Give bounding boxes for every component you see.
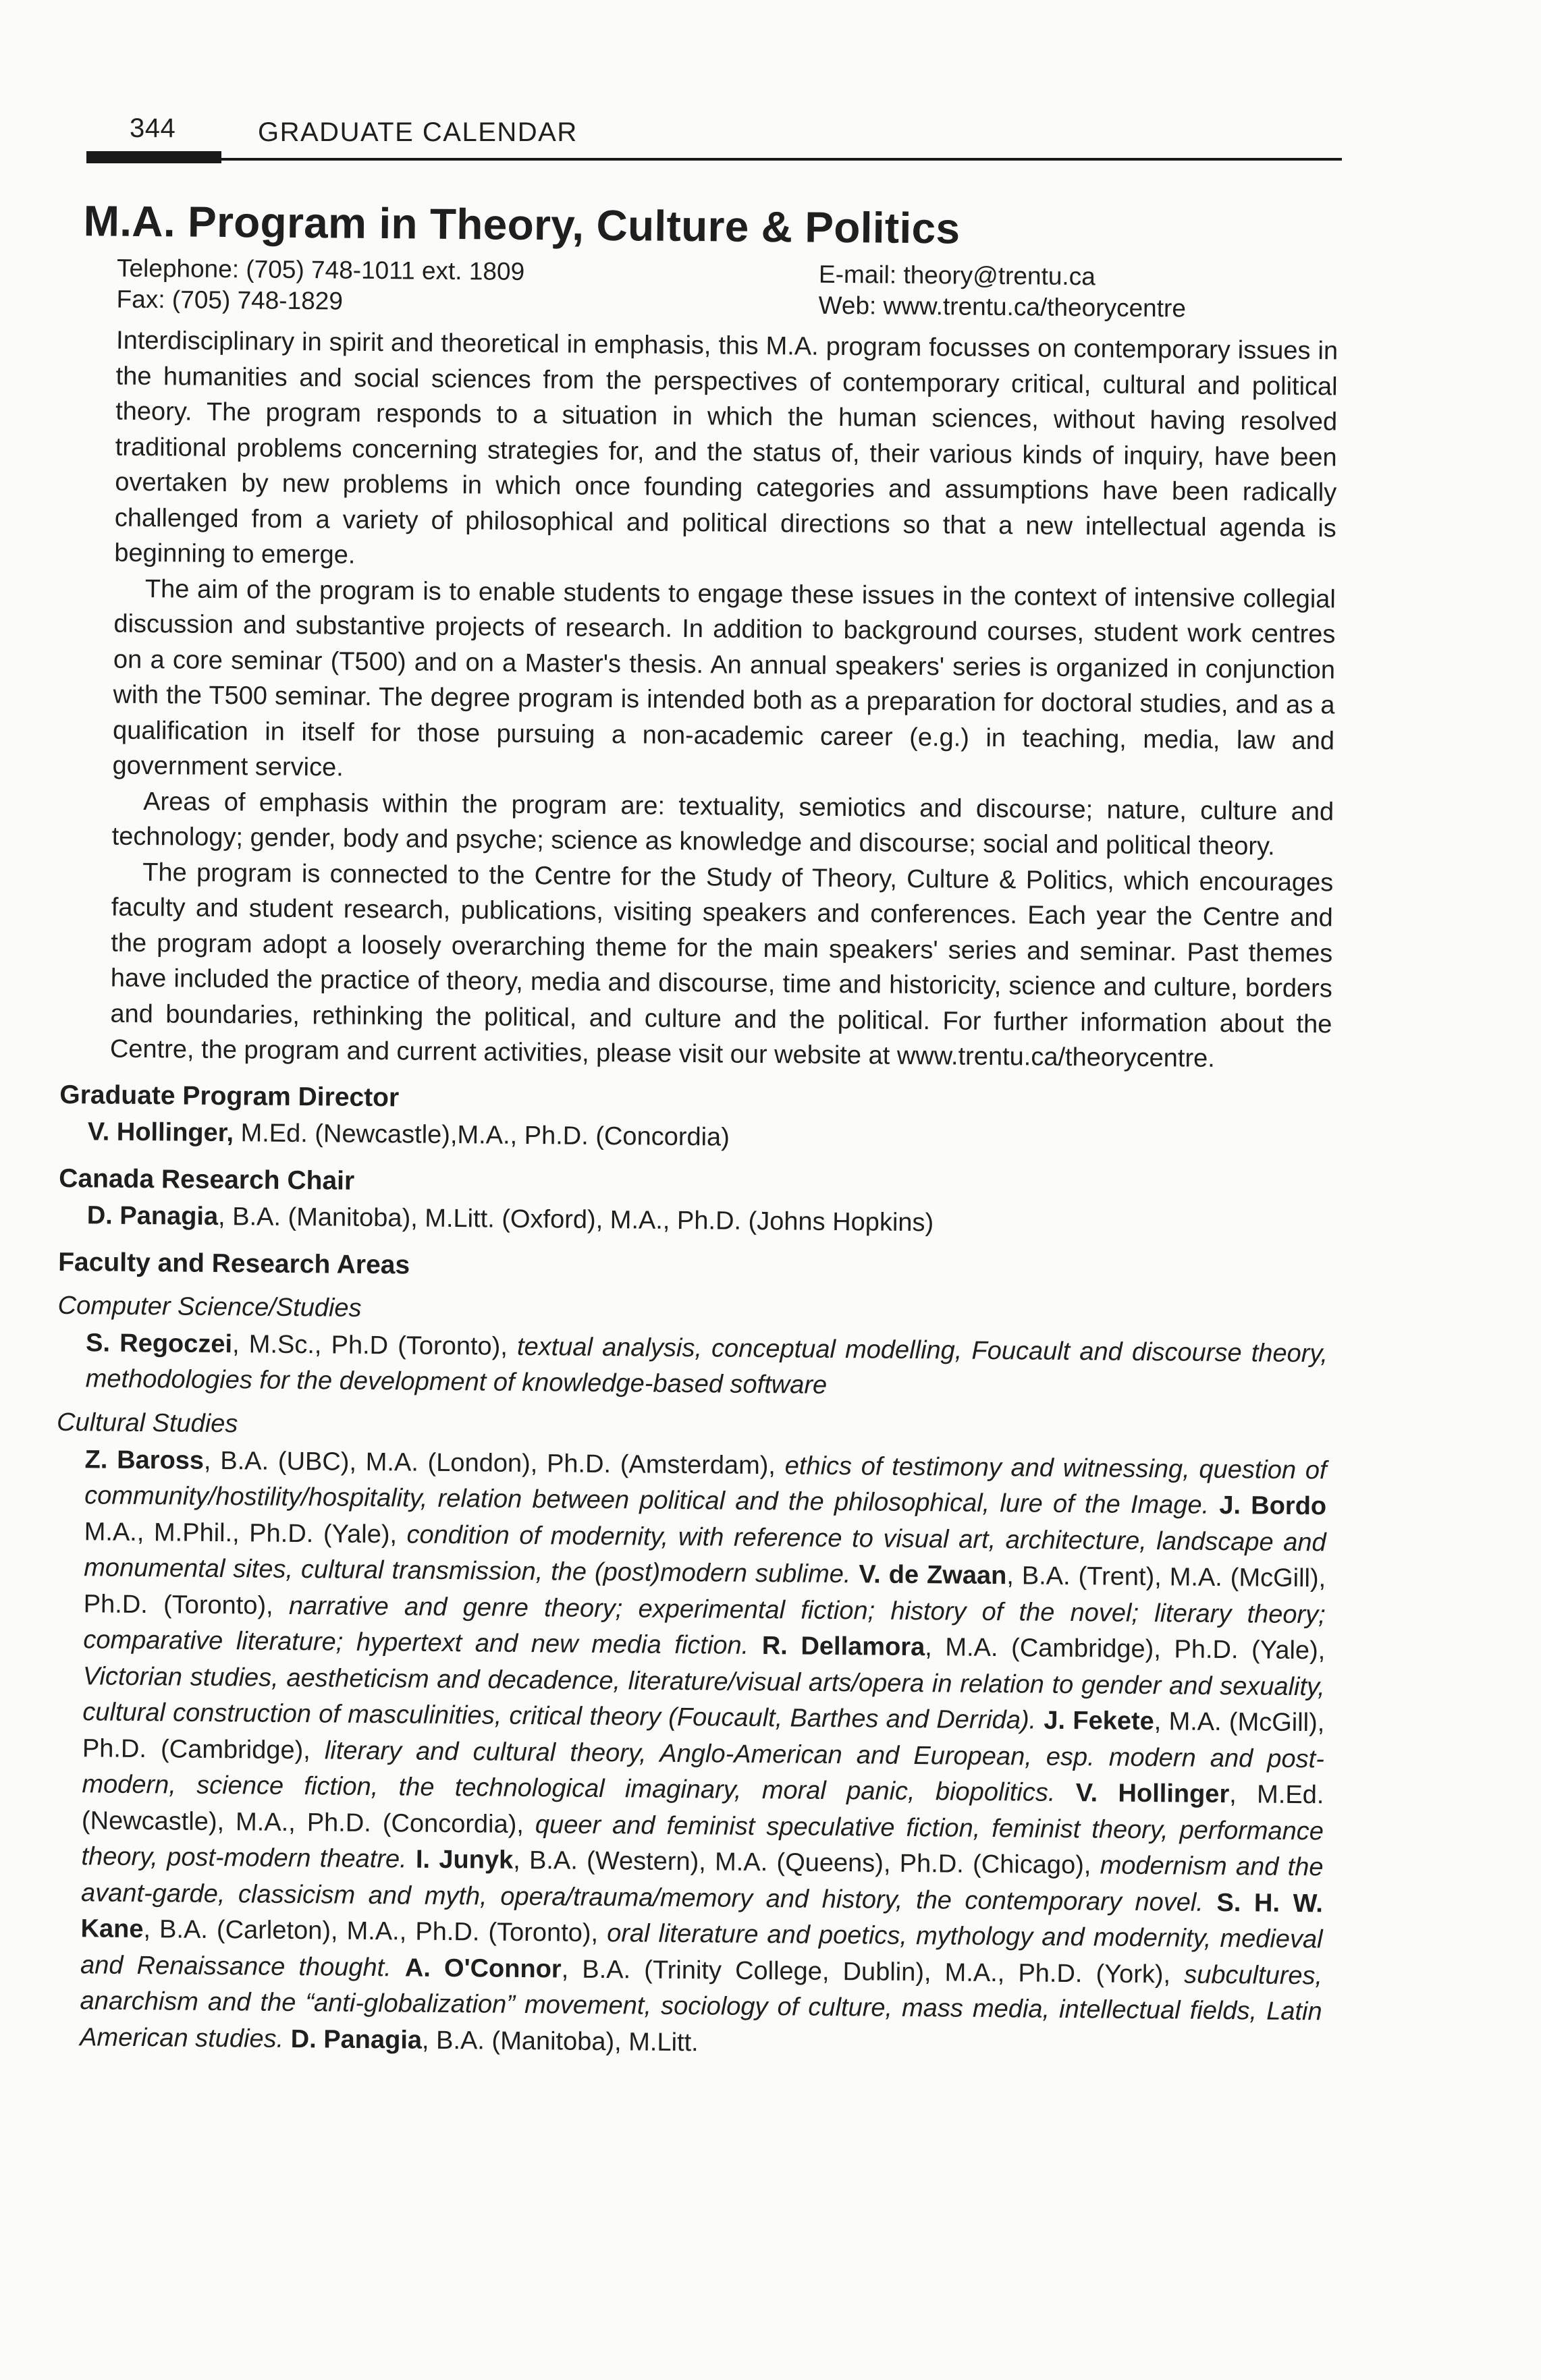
- web: Web: www.trentu.ca/theorycentre: [818, 291, 1187, 323]
- faculty-credentials: , B.A. (Carleton), M.A., Ph.D. (Toronto),: [143, 1915, 607, 1948]
- faculty-credentials: , M.A. (McGill), Ph.D. (Cambridge),: [82, 1707, 1325, 1765]
- fax: Fax: (705) 748-1829: [116, 285, 344, 315]
- faculty-entries: [57, 1325, 1328, 1408]
- faculty-name: J. Fekete: [1044, 1706, 1154, 1736]
- faculty-credentials: , B.A. (Manitoba), M.Litt.: [421, 2026, 699, 2057]
- faculty-research: subcultures, anarchism and the “anti-globalization” movement, sociology of culture, mass media, intellectual fields, Latin American studies.: [80, 1960, 1323, 2053]
- contact-email-web: [818, 259, 1251, 325]
- running-title: GRADUATE CALENDAR: [258, 117, 578, 147]
- faculty-member: [291, 2024, 699, 2056]
- contact-phone-fax: [116, 253, 524, 319]
- faculty-credentials: , B.A. (Trent), M.A. (McGill), Ph.D. (Toronto),: [83, 1561, 1326, 1620]
- director-credentials: M.Ed. (Newcastle),M.A., Ph.D. (Concordia): [233, 1118, 730, 1152]
- faculty-research: textual analysis, conceptual modelling, Foucault and discourse theory, methodologies for the development of knowledge-based software: [85, 1332, 1328, 1400]
- faculty-credentials: , M.A. (Cambridge), Ph.D. (Yale),: [925, 1633, 1326, 1665]
- header-rule-accent: [86, 151, 221, 163]
- director-heading: Graduate Program Director: [59, 1080, 400, 1112]
- faculty-name: R. Dellamora: [761, 1632, 925, 1662]
- research-chair-credentials: , B.A. (Manitoba), M.Litt. (Oxford), M.A., Ph.D. (Johns Hopkins): [217, 1202, 934, 1237]
- paragraph-areas: Areas of emphasis within the program are: textuality, semiotics and discourse; nature, culture and technology; gender, body and psyche; science as knowledge and discourse; social and political theory.: [111, 787, 1334, 861]
- running-header: [86, 108, 1342, 169]
- paragraph-aim: The aim of the program is to enable students to engage these issues in the context of intensive collegial discussion and substantive projects of research. In addition to background courses, student work centres on a core seminar (T500) and on a Master's thesis. An annual speakers' series is organized in conjunction with the T500 seminar. The degree program is intended both as a preparation for doctoral studies, and as a qualification in itself for those pursuing a non-academic career (e.g.) in teaching, media, law and government service.: [112, 574, 1336, 782]
- research-chair-name: D. Panagia: [86, 1200, 219, 1231]
- faculty-credentials: , B.A. (UBC), M.A. (London), Ph.D. (Amsterdam),: [203, 1446, 785, 1480]
- faculty-research: narrative and genre theory; experimental fiction; history of the novel; literary theory; comparative literature; hypertext and new media fiction.: [83, 1591, 1326, 1660]
- email: E-mail: theory@trentu.ca: [818, 260, 1096, 291]
- telephone: Telephone: (705) 748-1011 ext. 1809: [116, 254, 525, 285]
- faculty-credentials: , B.A. (Western), M.A. (Queens), Ph.D. (Chicago),: [513, 1846, 1100, 1880]
- faculty-heading: Faculty and Research Areas: [58, 1247, 410, 1279]
- faculty-credentials: M.A., M.Phil., Ph.D. (Yale),: [84, 1517, 407, 1549]
- page-number: 344: [130, 113, 176, 143]
- faculty-name: V. de Zwaan: [859, 1560, 1007, 1590]
- paragraph-centre: The program is connected to the Centre for the Study of Theory, Culture & Politics, which encourages faculty and student research, publications, visiting speakers and conferences. Each year the Centre and the program adopt a loosely overarching theme for the main speakers' series and seminar. Past themes have included the practice of theory, media and discourse, time and historicity, science and culture, borders and boundaries, rethinking the political, and culture and the political. For further information about the Centre, the program and current activities, please visit our website at www.trentu.ca/theorycentre.: [109, 858, 1334, 1073]
- faculty-credentials: , M.Ed. (Newcastle), M.A., Ph.D. (Concordia),: [81, 1780, 1324, 1839]
- faculty-credentials: , M.Sc., Ph.D (Toronto),: [232, 1329, 518, 1361]
- director-name: V. Hollinger,: [87, 1117, 234, 1147]
- faculty-research: condition of modernity, with reference to visual art, architecture, landscape and monumental sites, cultural transmission, the (post)modern sublime.: [84, 1520, 1326, 1589]
- area-heading: Cultural Studies: [56, 1408, 238, 1438]
- faculty-research: queer and feminist speculative fiction, feminist theory, performance theory, post-modern theatre.: [81, 1810, 1324, 1874]
- faculty-name: J. Bordo: [1219, 1491, 1327, 1521]
- header-rule: [86, 158, 1342, 161]
- faculty-member: [84, 1445, 1327, 1520]
- faculty-name: V. Hollinger: [1075, 1779, 1230, 1809]
- program-title: M.A. Program in Theory, Culture & Politics: [83, 196, 961, 253]
- faculty-credentials: , B.A. (Trinity College, Dublin), M.A., Ph.D. (York),: [561, 1954, 1185, 1989]
- faculty-research: Victorian studies, aestheticism and decadence, literature/visual arts/opera in relation to gender and sexuality, cultural construction of masculinities, critical theory (Foucault, Barthes and Derrida).: [82, 1661, 1325, 1735]
- faculty-member: [86, 1329, 1328, 1400]
- faculty-research: oral literature and poetics, mythology and modernity, medieval and Renaissance thought.: [80, 1919, 1323, 1982]
- faculty-research: modernism and the avant-garde, classicism and myth, opera/trauma/memory and history, the contemporary novel.: [80, 1851, 1324, 1917]
- faculty-name: S. H. W. Kane: [80, 1888, 1324, 1944]
- faculty-name: Z. Baross: [84, 1445, 205, 1475]
- faculty-research: literary and cultural theory, Anglo-American and European, esp. modern and post-modern, science fiction, the technological imaginary, moral panic, biopolitics.: [82, 1736, 1325, 1807]
- paragraph-intro: Interdisciplinary in spirit and theoretical in emphasis, this M.A. program focusses on contemporary issues in the humanities and social sciences from the perspectives of contemporary critical, cultural and political theory. The program responds to a situation in which the human sciences, without having resolved traditional problems concerning strategies for, and the status of, their various kinds of inquiry, have been overtaken by new problems in which once founding categories and assumptions have been radically challenged from a variety of philosophical and political directions so that a new intellectual agenda is beginning to emerge.: [114, 326, 1339, 570]
- page-content: [51, 196, 1350, 2066]
- faculty-name: A. O'Connor: [404, 1953, 562, 1983]
- faculty-name: S. Regoczei: [85, 1328, 233, 1358]
- faculty-research: ethics of testimony and witnessing, question of community/hostility/hospitality, relation between political and the philosophical, lure of the Image.: [84, 1451, 1327, 1520]
- faculty-name: I. Junyk: [415, 1845, 514, 1875]
- research-chair-heading: Canada Research Chair: [59, 1163, 355, 1196]
- contact-block: [116, 253, 1251, 325]
- faculty-name: D. Panagia: [290, 2024, 423, 2055]
- faculty-entries: [51, 1441, 1327, 2066]
- area-heading: Computer Science/Studies: [57, 1291, 362, 1323]
